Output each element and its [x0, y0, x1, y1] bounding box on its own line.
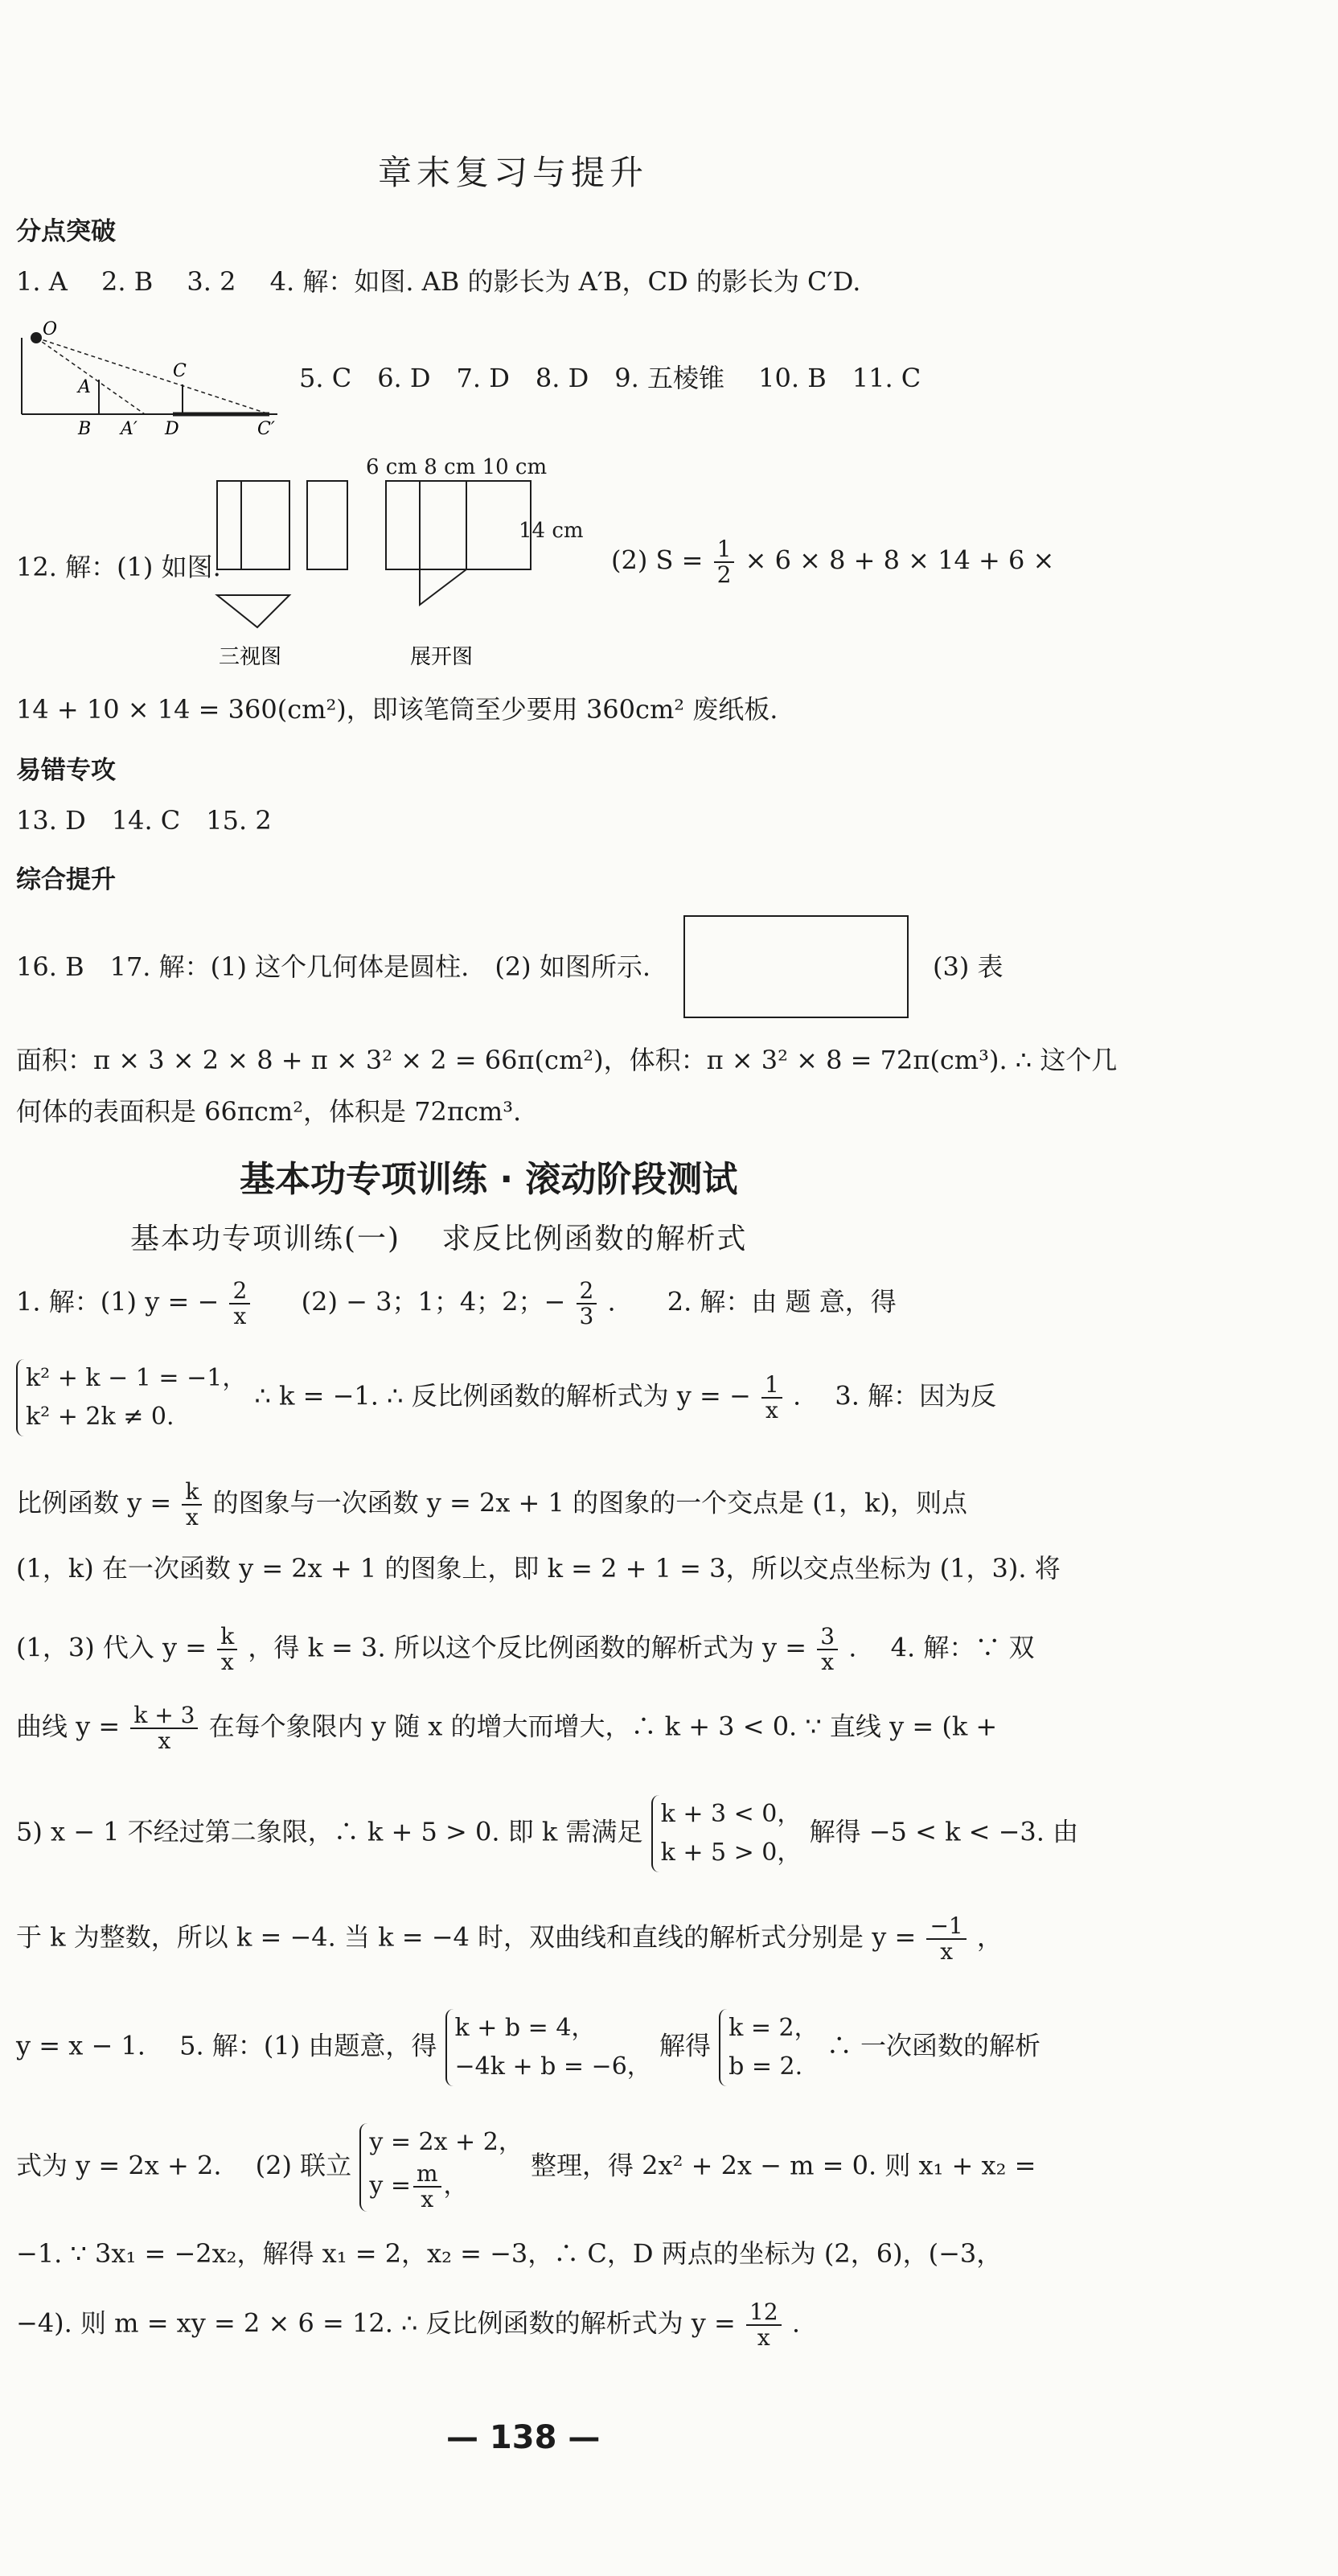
fraction: $\frac{k + 3}{x}$	[130, 1703, 198, 1753]
answer-line: 5) x − 1 不经过第二象限，∴ k + 5 > 0. 即 k 需满足 k + 3 < 0， k + 5 > 0， 解得 −5 < k < −3. 由	[16, 1795, 1078, 1872]
section-heading: 易错专攻	[16, 756, 116, 785]
three-view-figure	[209, 475, 354, 672]
rectangle-figure	[683, 915, 909, 1018]
answer-line: 1. A 2. B 3. 2 4. 解：如图. AB 的影长为 A′B，CD 的影长为 C′D.	[16, 266, 861, 297]
fraction: $\frac{12}{x}$	[746, 2300, 782, 2350]
answer-line: k² + k − 1 = −1， k² + 2k ≠ 0. ∴ k = −1. ∴ 反比例函数的解析式为 y = − $\frac{1}{x}$ . 3. 解：因为反	[16, 1359, 996, 1436]
answer-line: 曲线 y = $\frac{k + 3}{x}$ 在每个象限内 y 随 x 的增大而增大，∴ k + 3 < 0. ∵ 直线 y = (k +	[16, 1702, 998, 1754]
fraction: $\frac{1}{2}$	[714, 537, 735, 587]
section-heading: 分点突破	[16, 217, 116, 246]
answer-line: 1. 解：(1) y = − $\frac{2}{x}$ (2) − 3；1；4；2；− $\frac{2}{3}$ . 2. 解：由 题 意，得	[16, 1277, 897, 1329]
equation-system: k + b = 4， −4k + b = −6，	[445, 2009, 651, 2086]
label-a-prime: A′	[121, 419, 137, 439]
answer-line: −1. ∵ 3x₁ = −2x₂，解得 x₁ = 2，x₂ = −3，∴ C，D 两点的坐标为 (2，6)，(−3，	[16, 2238, 1003, 2269]
answer-line: 比例函数 y = $\frac{k}{x}$ 的图象与一次函数 y = 2x + 1 的图象的一个交点是 (1，k)，则点	[16, 1478, 967, 1530]
answer-line: 14 + 10 × 14 = 360(cm²)，即该笔筒至少要用 360cm² 废纸板.	[16, 694, 778, 725]
answer-line: (2) S = $\frac{1}{2}$ × 6 × 8 + 8 × 14 + 6 ×	[611, 536, 1055, 588]
net-dimensions: 6 cm 8 cm 10 cm	[366, 455, 548, 479]
fraction: $\frac{k}{x}$	[217, 1625, 237, 1674]
answer-line: 于 k 为整数，所以 k = −4. 当 k = −4 时，双曲线和直线的解析式分别是 y = $\frac{-1}{x}$ ，	[16, 1912, 1003, 1965]
equation-system: y = 2x + 2， y = $\frac{m}{x}$ ，	[359, 2123, 522, 2212]
answer-line: 12. 解：(1) 如图.	[16, 552, 221, 582]
answer-line: 5. C 6. D 7. D 8. D 9. 五棱锥 10. B 11. C	[299, 363, 921, 393]
fraction: $\frac{k}{x}$	[182, 1480, 202, 1530]
label-d: D	[165, 419, 179, 439]
fraction: $\frac{3}{x}$	[817, 1625, 838, 1674]
fraction: $\frac{1}{x}$	[761, 1373, 782, 1423]
answer-line: 13. D 14. C 15. 2	[16, 805, 272, 836]
equation-system: k² + k − 1 = −1， k² + 2k ≠ 0.	[16, 1359, 246, 1436]
label-o: O	[43, 319, 58, 339]
answer-line: 式为 y = 2x + 2. (2) 联立 y = 2x + 2， y = $\frac{m}{x}$ ， 整理，得 2x² + 2x − m = 0. 则 x₁ + x₂ =	[16, 2123, 1036, 2212]
equation-system: k = 2， b = 2.	[719, 2009, 818, 2086]
fraction: $\frac{m}{x}$	[413, 2162, 441, 2212]
answer-line: 16. B 17. 解：(1) 这个几何体是圆柱. (2) 如图所示.	[16, 951, 651, 982]
net-figure	[378, 475, 587, 672]
three-view-caption: 三视图	[219, 645, 282, 669]
fraction: $\frac{-1}{x}$	[926, 1914, 966, 1964]
subsection-title: 基本功专项训练(一) 求反比例函数的解析式	[130, 1222, 748, 1255]
page-number: — 138 —	[446, 2419, 601, 2456]
net-height: 14 cm	[519, 519, 584, 543]
answer-line: (1，k) 在一次函数 y = 2x + 1 的图象上，即 k = 2 + 1 = 3，所以交点坐标为 (1，3). 将	[16, 1553, 1061, 1584]
fraction: $\frac{2}{x}$	[229, 1279, 250, 1329]
label-a: A	[78, 377, 91, 397]
answer-line: y = x − 1. 5. 解：(1) 由题意，得 k + b = 4， −4k + b = −6， 解得 k = 2， b = 2. ∴ 一次函数的解析	[16, 2009, 1040, 2086]
net-caption: 展开图	[410, 645, 474, 669]
label-c: C	[173, 361, 187, 381]
chapter-title: 章末复习与提升	[378, 153, 649, 192]
answer-line: 何体的表面积是 66πcm²，体积是 72πcm³.	[16, 1096, 522, 1127]
answer-line: −4). 则 m = xy = 2 × 6 = 12. ∴ 反比例函数的解析式为 y = $\frac{12}{x}$ .	[16, 2299, 800, 2351]
answer-line: 面积：π × 3 × 2 × 8 + π × 3² × 2 = 66π(cm²)，体积：π × 3² × 8 = 72π(cm³). ∴ 这个几	[16, 1045, 1118, 1075]
shadow-figure	[12, 314, 289, 442]
section-title: 基本功专项训练 · 滚动阶段测试	[240, 1159, 738, 1200]
answer-line: (3) 表	[933, 951, 1004, 982]
label-c-prime: C′	[257, 419, 275, 439]
label-b: B	[78, 419, 92, 439]
answer-line: (1，3) 代入 y = $\frac{k}{x}$ ，得 k = 3. 所以这个反比例函数的解析式为 y = $\frac{3}{x}$ . 4. 解：∵ 双	[16, 1623, 1035, 1675]
fraction: $\frac{2}{3}$	[577, 1279, 597, 1329]
equation-system: k + 3 < 0， k + 5 > 0，	[651, 1795, 802, 1872]
section-heading: 综合提升	[16, 865, 116, 894]
